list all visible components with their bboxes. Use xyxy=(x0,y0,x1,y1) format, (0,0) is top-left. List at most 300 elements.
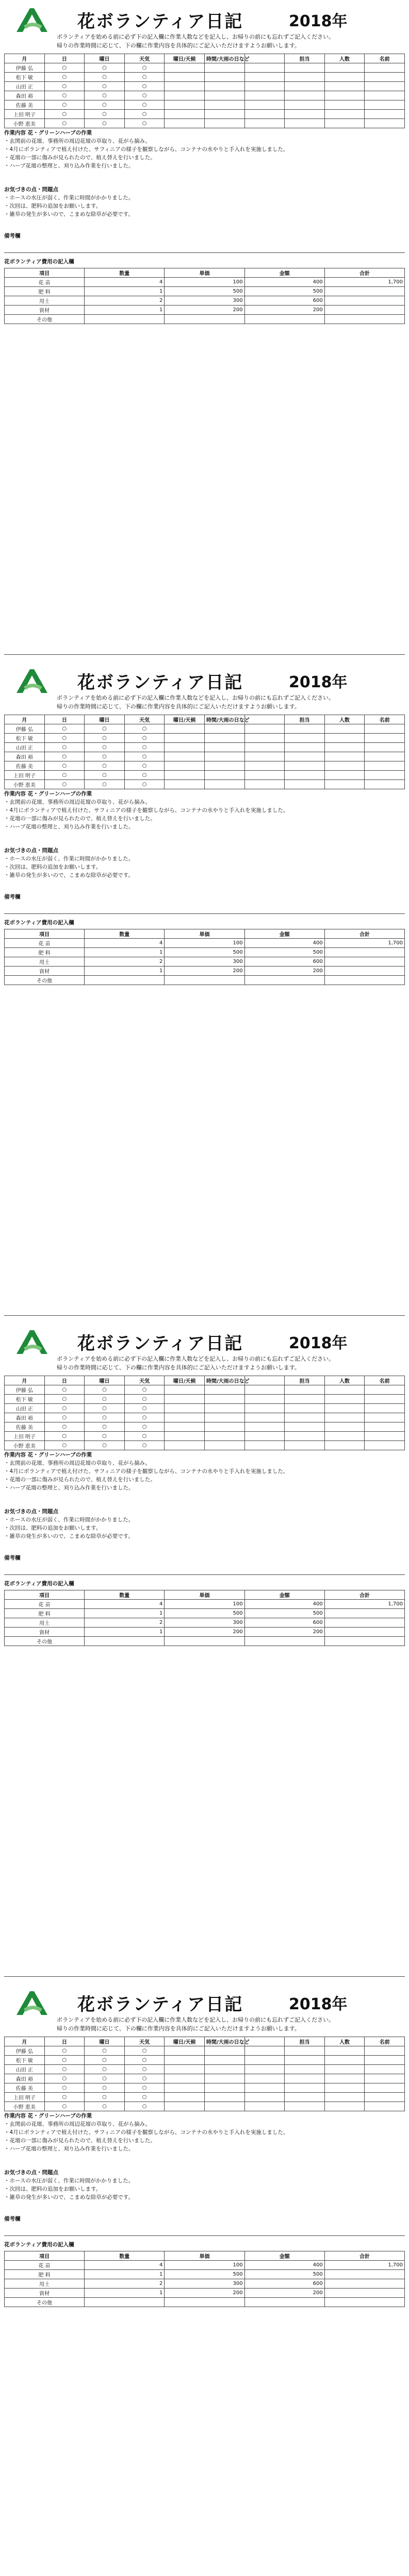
fee-total-cell xyxy=(324,1637,404,1646)
fee-cell: 300 xyxy=(165,957,244,967)
empty-cell xyxy=(244,2056,285,2065)
fee-cell: 用土 xyxy=(5,957,85,967)
fee-total-cell xyxy=(324,306,404,315)
remarks-section xyxy=(4,232,405,240)
empty-cell xyxy=(204,771,244,780)
attendance-header xyxy=(5,1376,405,1385)
table-row xyxy=(5,2065,405,2074)
empty-cell xyxy=(365,63,405,73)
notes-section xyxy=(4,846,405,879)
empty-cell xyxy=(244,1422,285,1432)
fee-cell xyxy=(85,2298,165,2307)
table-row xyxy=(5,1628,405,1637)
fee-cell xyxy=(165,976,244,985)
empty-cell xyxy=(165,724,205,734)
empty-cell xyxy=(165,1385,205,1395)
note-line: ・ホースの水圧が弱く、作業に時間がかかりました。 xyxy=(4,195,134,201)
attendance-mark: ○ xyxy=(124,100,165,110)
attendance-mark: ○ xyxy=(85,2093,125,2102)
fee-cell: その他 xyxy=(5,976,85,985)
header-cell: 項目 xyxy=(5,929,85,939)
header-cell: 天気 xyxy=(124,715,165,724)
volunteer-name: 松下 敏 xyxy=(5,2056,45,2065)
table-row xyxy=(5,315,405,324)
table-row xyxy=(5,306,405,315)
empty-cell xyxy=(365,771,405,780)
table-row xyxy=(5,957,405,967)
fee-title: 花ボランティア費用の記入欄 xyxy=(4,920,74,926)
header-cell: 天気 xyxy=(124,2037,165,2046)
empty-cell xyxy=(285,63,325,73)
empty-cell xyxy=(365,100,405,110)
fee-cell: その他 xyxy=(5,2298,85,2307)
fee-cell: 300 xyxy=(165,2279,244,2289)
fee-cell xyxy=(85,976,165,985)
sheet-year: 2018年 xyxy=(289,1995,348,2013)
section-heading: 備考欄 xyxy=(4,1555,21,1561)
work-section xyxy=(4,2112,405,2153)
attendance-mark: ○ xyxy=(44,119,85,128)
empty-cell xyxy=(204,2046,244,2056)
empty-cell xyxy=(324,2056,365,2065)
attendance-mark: ○ xyxy=(124,82,165,91)
attendance-mark: ○ xyxy=(85,752,125,761)
fee-cell: 花 苗 xyxy=(5,2261,85,2270)
divider xyxy=(4,913,405,914)
empty-cell xyxy=(204,743,244,752)
volunteer-name: 山田 正 xyxy=(5,82,45,91)
volunteer-name: 山田 正 xyxy=(5,2065,45,2074)
fee-total-cell xyxy=(324,976,404,985)
attendance-table xyxy=(4,715,405,789)
fee-title: 花ボランティア費用の記入欄 xyxy=(4,259,74,265)
fee-cell: 500 xyxy=(244,2270,324,2279)
attendance-mark: ○ xyxy=(85,2056,125,2065)
header-cell xyxy=(244,2037,285,2046)
attendance-mark: ○ xyxy=(85,100,125,110)
fee-cell: 1 xyxy=(85,306,165,315)
work-line: ・ハーブ花壇の整理と、刈り込み作業を行いました。 xyxy=(4,2146,134,2152)
table-row xyxy=(5,2298,405,2307)
section-heading: 作業内容 花・グリーンハーブの作業 xyxy=(4,130,92,136)
table-row xyxy=(5,1422,405,1432)
instruction-line: ボランティアを始める前に必ず下の記入欄に作業人数などを記入し、お帰りの前にも忘れずご記入ください。 xyxy=(57,1355,335,1362)
attendance-mark: ○ xyxy=(124,1404,165,1413)
work-line: ・玄関前の花壇、事務所の周辺花壇の草取り、花がら摘み。 xyxy=(4,2121,151,2127)
attendance-mark: ○ xyxy=(85,82,125,91)
empty-cell xyxy=(365,73,405,82)
instruction-line: 帰りの作業時間に応じて、下の欄に作業内容を具体的にご記入いただけますようお願いします。 xyxy=(57,1364,300,1371)
empty-cell xyxy=(204,1422,244,1432)
attendance-mark: ○ xyxy=(44,734,85,743)
empty-cell xyxy=(285,110,325,119)
attendance-mark: ○ xyxy=(44,724,85,734)
attendance-mark: ○ xyxy=(124,780,165,789)
work-line: ・玄関前の花壇、事務所の周辺花壇の草取り、花がら摘み。 xyxy=(4,138,151,144)
header-cell: 項目 xyxy=(5,1590,85,1600)
header-cell: 合計 xyxy=(324,929,404,939)
fee-cell: 100 xyxy=(165,2261,244,2270)
attendance-mark: ○ xyxy=(124,1385,165,1395)
fee-header xyxy=(5,1590,405,1600)
empty-cell xyxy=(204,119,244,128)
fee-cell: 400 xyxy=(244,939,324,948)
table-row xyxy=(5,1441,405,1450)
fee-table xyxy=(4,2251,405,2307)
empty-cell xyxy=(285,100,325,110)
empty-cell xyxy=(324,1385,365,1395)
header-cell: 担当 xyxy=(285,2037,325,2046)
attendance-mark: ○ xyxy=(124,1441,165,1450)
table-row xyxy=(5,2083,405,2093)
empty-cell xyxy=(365,752,405,761)
fee-cell: 300 xyxy=(165,1618,244,1628)
empty-cell xyxy=(244,761,285,771)
table-row xyxy=(5,939,405,948)
empty-cell xyxy=(165,771,205,780)
instruction-line: ボランティアを始める前に必ず下の記入欄に作業人数などを記入し、お帰りの前にも忘れずご記入ください。 xyxy=(57,33,335,40)
header-cell: 時間/大雨の日など xyxy=(204,715,244,724)
empty-cell xyxy=(244,110,285,119)
empty-cell xyxy=(244,1404,285,1413)
table-row xyxy=(5,724,405,734)
fee-cell: 100 xyxy=(165,278,244,287)
empty-cell xyxy=(365,2083,405,2093)
fee-cell: 200 xyxy=(165,967,244,976)
empty-cell xyxy=(244,734,285,743)
attendance-mark: ○ xyxy=(85,771,125,780)
header-cell: 数量 xyxy=(85,1590,165,1600)
fee-total-cell: 1,700 xyxy=(324,939,404,948)
header-cell: 単価 xyxy=(165,1590,244,1600)
fee-total-cell: 1,700 xyxy=(324,278,404,287)
header-cell: 時間/大雨の日など xyxy=(204,54,244,63)
empty-cell xyxy=(244,1395,285,1404)
sheet-divider xyxy=(4,654,405,655)
header-cell: 曜日 xyxy=(85,2037,125,2046)
empty-cell xyxy=(365,1404,405,1413)
volunteer-name: 森田 裕 xyxy=(5,91,45,100)
attendance-mark: ○ xyxy=(124,771,165,780)
empty-cell xyxy=(244,780,285,789)
remarks-section xyxy=(4,1554,405,1562)
attendance-mark: ○ xyxy=(44,780,85,789)
fee-title: 花ボランティア費用の記入欄 xyxy=(4,2242,74,2248)
empty-cell xyxy=(165,752,205,761)
empty-cell xyxy=(365,1413,405,1422)
fee-cell: 300 xyxy=(165,296,244,306)
sheet-year: 2018年 xyxy=(289,673,348,691)
empty-cell xyxy=(324,1395,365,1404)
empty-cell xyxy=(285,743,325,752)
attendance-mark: ○ xyxy=(85,63,125,73)
empty-cell xyxy=(285,2093,325,2102)
attendance-mark: ○ xyxy=(124,2065,165,2074)
empty-cell xyxy=(324,1404,365,1413)
attendance-header xyxy=(5,715,405,724)
logo xyxy=(14,666,51,695)
fee-total-cell xyxy=(324,2289,404,2298)
fee-cell: 500 xyxy=(165,1609,244,1618)
empty-cell xyxy=(204,2056,244,2065)
attendance-mark: ○ xyxy=(85,2046,125,2056)
table-row xyxy=(5,1413,405,1422)
empty-cell xyxy=(365,110,405,119)
fee-cell: 4 xyxy=(85,2261,165,2270)
empty-cell xyxy=(324,2074,365,2083)
header-cell: 合計 xyxy=(324,2251,404,2261)
fee-cell: 100 xyxy=(165,1600,244,1609)
attendance-mark: ○ xyxy=(124,1432,165,1441)
empty-cell xyxy=(365,2065,405,2074)
table-row xyxy=(5,1404,405,1413)
empty-cell xyxy=(365,1422,405,1432)
fee-header xyxy=(5,268,405,278)
empty-cell xyxy=(165,2093,205,2102)
empty-cell xyxy=(285,780,325,789)
empty-cell xyxy=(204,734,244,743)
work-line: ・花壇の一部に傷みが見られたので、植え替えを行いました。 xyxy=(4,2138,156,2144)
section-heading: お気づきの点・問題点 xyxy=(4,848,58,854)
empty-cell xyxy=(285,1441,325,1450)
empty-cell xyxy=(204,2065,244,2074)
empty-cell xyxy=(244,2046,285,2056)
header-cell: 曜日/天候 xyxy=(165,54,205,63)
header-cell: 曜日/天候 xyxy=(165,2037,205,2046)
attendance-mark: ○ xyxy=(85,1422,125,1432)
fee-cell: 500 xyxy=(165,2270,244,2279)
empty-cell xyxy=(324,1432,365,1441)
fee-cell: 600 xyxy=(244,957,324,967)
empty-cell xyxy=(365,2056,405,2065)
fee-cell xyxy=(244,976,324,985)
attendance-mark: ○ xyxy=(124,1422,165,1432)
empty-cell xyxy=(365,1395,405,1404)
header-cell: 項目 xyxy=(5,2251,85,2261)
note-line: ・次回は、肥料の追加をお願いします。 xyxy=(4,2186,102,2192)
table-row xyxy=(5,110,405,119)
header-cell: 人数 xyxy=(324,2037,365,2046)
empty-cell xyxy=(244,2093,285,2102)
empty-cell xyxy=(165,761,205,771)
attendance-mark: ○ xyxy=(85,780,125,789)
table-row xyxy=(5,2056,405,2065)
volunteer-name: 上田 明子 xyxy=(5,771,45,780)
empty-cell xyxy=(165,1404,205,1413)
empty-cell xyxy=(204,1413,244,1422)
fee-cell: 500 xyxy=(244,1609,324,1618)
header-cell: 曜日/天候 xyxy=(165,715,205,724)
attendance-mark: ○ xyxy=(44,2102,85,2111)
empty-cell xyxy=(365,761,405,771)
empty-cell xyxy=(244,1385,285,1395)
fee-cell: 200 xyxy=(165,2289,244,2298)
fee-cell: 2 xyxy=(85,2279,165,2289)
attendance-mark: ○ xyxy=(124,63,165,73)
work-line: ・4月にボランティアで植え付けた、サフィニアの様子を観察しながら、コンテナの水やりと手入れを実施しました。 xyxy=(4,146,289,152)
remarks-section xyxy=(4,2215,405,2223)
empty-cell xyxy=(285,2083,325,2093)
fee-cell: 1 xyxy=(85,1609,165,1618)
attendance-mark: ○ xyxy=(124,743,165,752)
header-cell: 天気 xyxy=(124,1376,165,1385)
volunteer-name: 森田 裕 xyxy=(5,752,45,761)
attendance-mark: ○ xyxy=(124,2102,165,2111)
empty-cell xyxy=(285,82,325,91)
empty-cell xyxy=(244,752,285,761)
attendance-mark: ○ xyxy=(85,1441,125,1450)
empty-cell xyxy=(324,1422,365,1432)
remarks-section xyxy=(4,893,405,901)
attendance-mark: ○ xyxy=(124,2083,165,2093)
table-row xyxy=(5,1385,405,1395)
volunteer-name: 松下 敏 xyxy=(5,73,45,82)
empty-cell xyxy=(365,2074,405,2083)
attendance-mark: ○ xyxy=(124,2056,165,2065)
attendance-mark: ○ xyxy=(44,2065,85,2074)
attendance-mark: ○ xyxy=(44,2046,85,2056)
note-line: ・雑草の発生が多いので、こまめな除草が必要です。 xyxy=(4,872,134,878)
fee-cell: 1 xyxy=(85,2270,165,2279)
work-line: ・4月にボランティアで植え付けた、サフィニアの様子を観察しながら、コンテナの水やりと手入れを実施しました。 xyxy=(4,807,289,814)
header-cell: 人数 xyxy=(324,715,365,724)
divider xyxy=(4,2235,405,2236)
empty-cell xyxy=(204,2093,244,2102)
attendance-header xyxy=(5,54,405,63)
fee-cell: 花 苗 xyxy=(5,278,85,287)
fee-cell: 資材 xyxy=(5,2289,85,2298)
fee-cell xyxy=(165,1637,244,1646)
volunteer-name: 森田 裕 xyxy=(5,1413,45,1422)
header-cell: 月 xyxy=(5,2037,45,2046)
header-cell xyxy=(244,715,285,724)
empty-cell xyxy=(285,1395,325,1404)
empty-cell xyxy=(285,752,325,761)
attendance-table xyxy=(4,2037,405,2111)
fee-cell: 500 xyxy=(165,948,244,957)
empty-cell xyxy=(204,2102,244,2111)
logo xyxy=(14,1327,51,1356)
instruction-line: 帰りの作業時間に応じて、下の欄に作業内容を具体的にご記入いただけますようお願いします。 xyxy=(57,42,300,49)
table-row xyxy=(5,743,405,752)
empty-cell xyxy=(244,771,285,780)
empty-cell xyxy=(244,724,285,734)
table-row xyxy=(5,100,405,110)
table-row xyxy=(5,82,405,91)
section-heading: 作業内容 花・グリーンハーブの作業 xyxy=(4,1452,92,1458)
fee-cell xyxy=(244,2298,324,2307)
attendance-mark: ○ xyxy=(44,100,85,110)
attendance-mark: ○ xyxy=(44,771,85,780)
header-cell: 名前 xyxy=(365,2037,405,2046)
header-cell: 時間/大雨の日など xyxy=(204,1376,244,1385)
empty-cell xyxy=(244,63,285,73)
empty-cell xyxy=(365,743,405,752)
empty-cell xyxy=(285,1413,325,1422)
attendance-mark: ○ xyxy=(85,2102,125,2111)
empty-cell xyxy=(365,2046,405,2056)
empty-cell xyxy=(285,724,325,734)
empty-cell xyxy=(204,100,244,110)
empty-cell xyxy=(204,91,244,100)
section-heading: 備考欄 xyxy=(4,894,21,900)
table-row xyxy=(5,967,405,976)
table-row xyxy=(5,976,405,985)
volunteer-name: 山田 正 xyxy=(5,1404,45,1413)
fee-cell xyxy=(244,1637,324,1646)
empty-cell xyxy=(204,73,244,82)
fee-cell: 資材 xyxy=(5,967,85,976)
fee-cell: 用土 xyxy=(5,1618,85,1628)
empty-cell xyxy=(165,2065,205,2074)
volunteer-name: 伊藤 弘 xyxy=(5,724,45,734)
header-cell: 人数 xyxy=(324,54,365,63)
fee-cell: 200 xyxy=(244,2289,324,2298)
empty-cell xyxy=(204,1432,244,1441)
table-row xyxy=(5,2261,405,2270)
attendance-mark: ○ xyxy=(124,2046,165,2056)
header-cell: 曜日 xyxy=(85,715,125,724)
divider xyxy=(4,1574,405,1575)
header-cell: 金額 xyxy=(244,2251,324,2261)
attendance-mark: ○ xyxy=(44,2074,85,2083)
volunteer-name: 上田 明子 xyxy=(5,2093,45,2102)
attendance-mark: ○ xyxy=(124,724,165,734)
fee-table xyxy=(4,1590,405,1646)
empty-cell xyxy=(365,119,405,128)
attendance-mark: ○ xyxy=(44,82,85,91)
sheet-title: 花ボランティア日記 xyxy=(77,11,243,32)
attendance-mark: ○ xyxy=(44,1441,85,1450)
header-cell: 月 xyxy=(5,54,45,63)
table-row xyxy=(5,1432,405,1441)
empty-cell xyxy=(365,1432,405,1441)
empty-cell xyxy=(365,1385,405,1395)
empty-cell xyxy=(285,119,325,128)
attendance-mark: ○ xyxy=(85,110,125,119)
empty-cell xyxy=(165,91,205,100)
fee-cell: 4 xyxy=(85,1600,165,1609)
logo xyxy=(14,5,51,34)
empty-cell xyxy=(165,100,205,110)
table-row xyxy=(5,2074,405,2083)
attendance-mark: ○ xyxy=(85,724,125,734)
empty-cell xyxy=(244,119,285,128)
attendance-mark: ○ xyxy=(124,110,165,119)
fee-cell: 用土 xyxy=(5,296,85,306)
fee-cell: 肥 料 xyxy=(5,948,85,957)
volunteer-name: 佐藤 美 xyxy=(5,100,45,110)
volunteer-name: 佐藤 美 xyxy=(5,2083,45,2093)
attendance-mark: ○ xyxy=(85,1413,125,1422)
sheet-title: 花ボランティア日記 xyxy=(77,1333,243,1354)
table-row xyxy=(5,2102,405,2111)
header-cell: 曜日/天候 xyxy=(165,1376,205,1385)
empty-cell xyxy=(204,752,244,761)
attendance-mark: ○ xyxy=(124,91,165,100)
note-line: ・次回は、肥料の追加をお願いします。 xyxy=(4,864,102,870)
empty-cell xyxy=(285,2056,325,2065)
empty-cell xyxy=(324,752,365,761)
attendance-mark: ○ xyxy=(44,1385,85,1395)
fee-total-cell xyxy=(324,296,404,306)
fee-cell: 200 xyxy=(165,1628,244,1637)
header-cell: 曜日 xyxy=(85,54,125,63)
fee-total-cell xyxy=(324,2270,404,2279)
fee-total-cell: 1,700 xyxy=(324,2261,404,2270)
empty-cell xyxy=(244,91,285,100)
attendance-mark: ○ xyxy=(85,2065,125,2074)
